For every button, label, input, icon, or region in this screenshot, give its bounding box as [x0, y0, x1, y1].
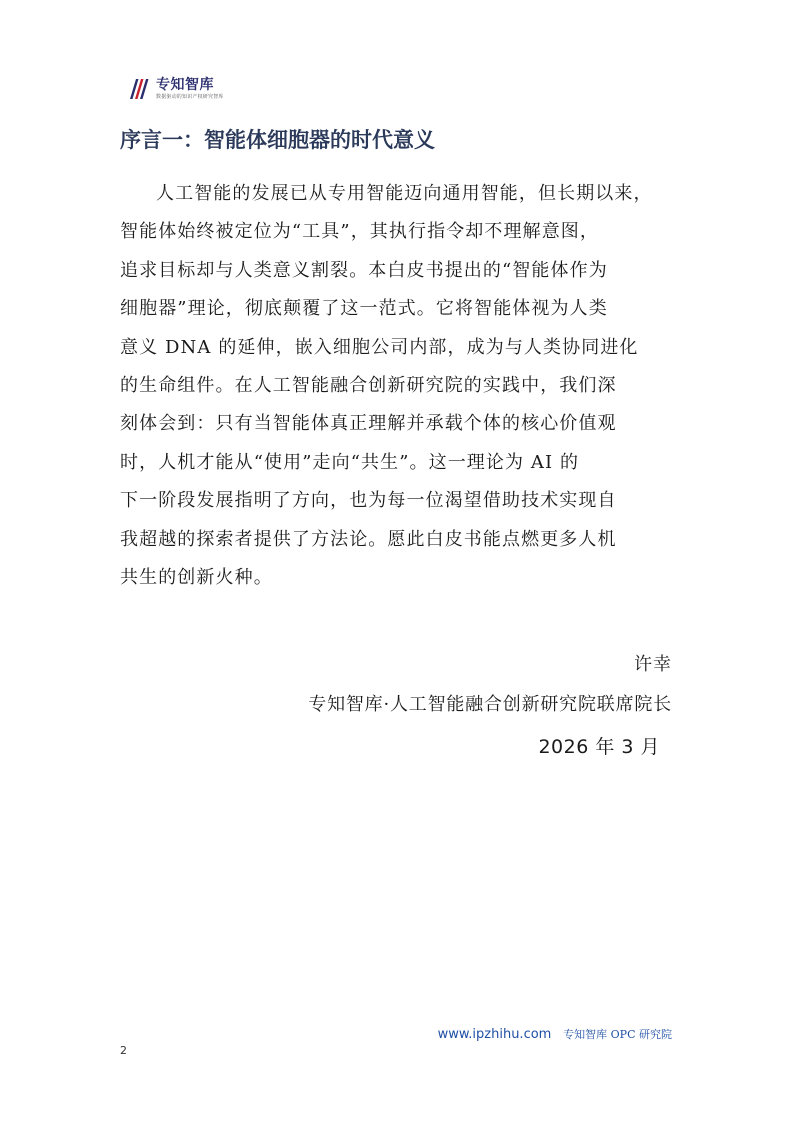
body-line: 意义 DNA 的延伸，嵌入细胞公司内部，成为与人类协同进化: [120, 336, 639, 358]
zz-logo-icon: [128, 77, 152, 101]
body-line: 共生的创新火种。: [120, 567, 273, 589]
body-line: 追求目标却与人类意义割裂。本白皮书提出的“智能体作为: [120, 259, 608, 281]
body-line: 的生命组件。在人工智能融合创新研究院的实践中，我们深: [120, 375, 617, 397]
section-title: 序言一：智能体细胞器的时代意义: [120, 128, 435, 152]
body-line: 我超越的探索者提供了方法论。愿此白皮书能点燃更多人机: [120, 528, 617, 550]
signature-title: 专知智库·人工智能融合创新研究院联席院长: [308, 694, 672, 715]
body-line: 下一阶段发展指明了方向，也为每一位渴望借助技术实现自: [120, 490, 617, 512]
body-line: 智能体始终被定位为“工具”，其执行指令却不理解意图，: [120, 221, 600, 243]
page-number: 2: [120, 1044, 127, 1057]
body-line: 时，人机才能从“使用”走向“共生”。这一理论为 AI 的: [120, 451, 580, 473]
body-line: 刻体会到：只有当智能体真正理解并承载个体的核心价值观: [120, 413, 617, 435]
footer-link[interactable]: www.ipzhihu.com: [437, 1027, 552, 1042]
body-line: 细胞器”理论，彻底颠覆了这一范式。它将智能体视为人类: [120, 298, 608, 320]
signature-name: 许幸: [634, 654, 672, 675]
logo-name: 专知智库: [156, 77, 214, 93]
body-line: 人工智能的发展已从专用智能迈向通用智能，但长期以来，: [156, 183, 653, 204]
signature-date: 2026 年 3 月: [538, 736, 660, 758]
footer-org: 专知智库 OPC 研究院: [563, 1028, 672, 1041]
logo: [128, 74, 224, 104]
preface-body: [120, 175, 674, 597]
footer: [438, 1026, 672, 1042]
logo-subtitle: 数据驱动的知识产权研究智库: [156, 94, 224, 100]
